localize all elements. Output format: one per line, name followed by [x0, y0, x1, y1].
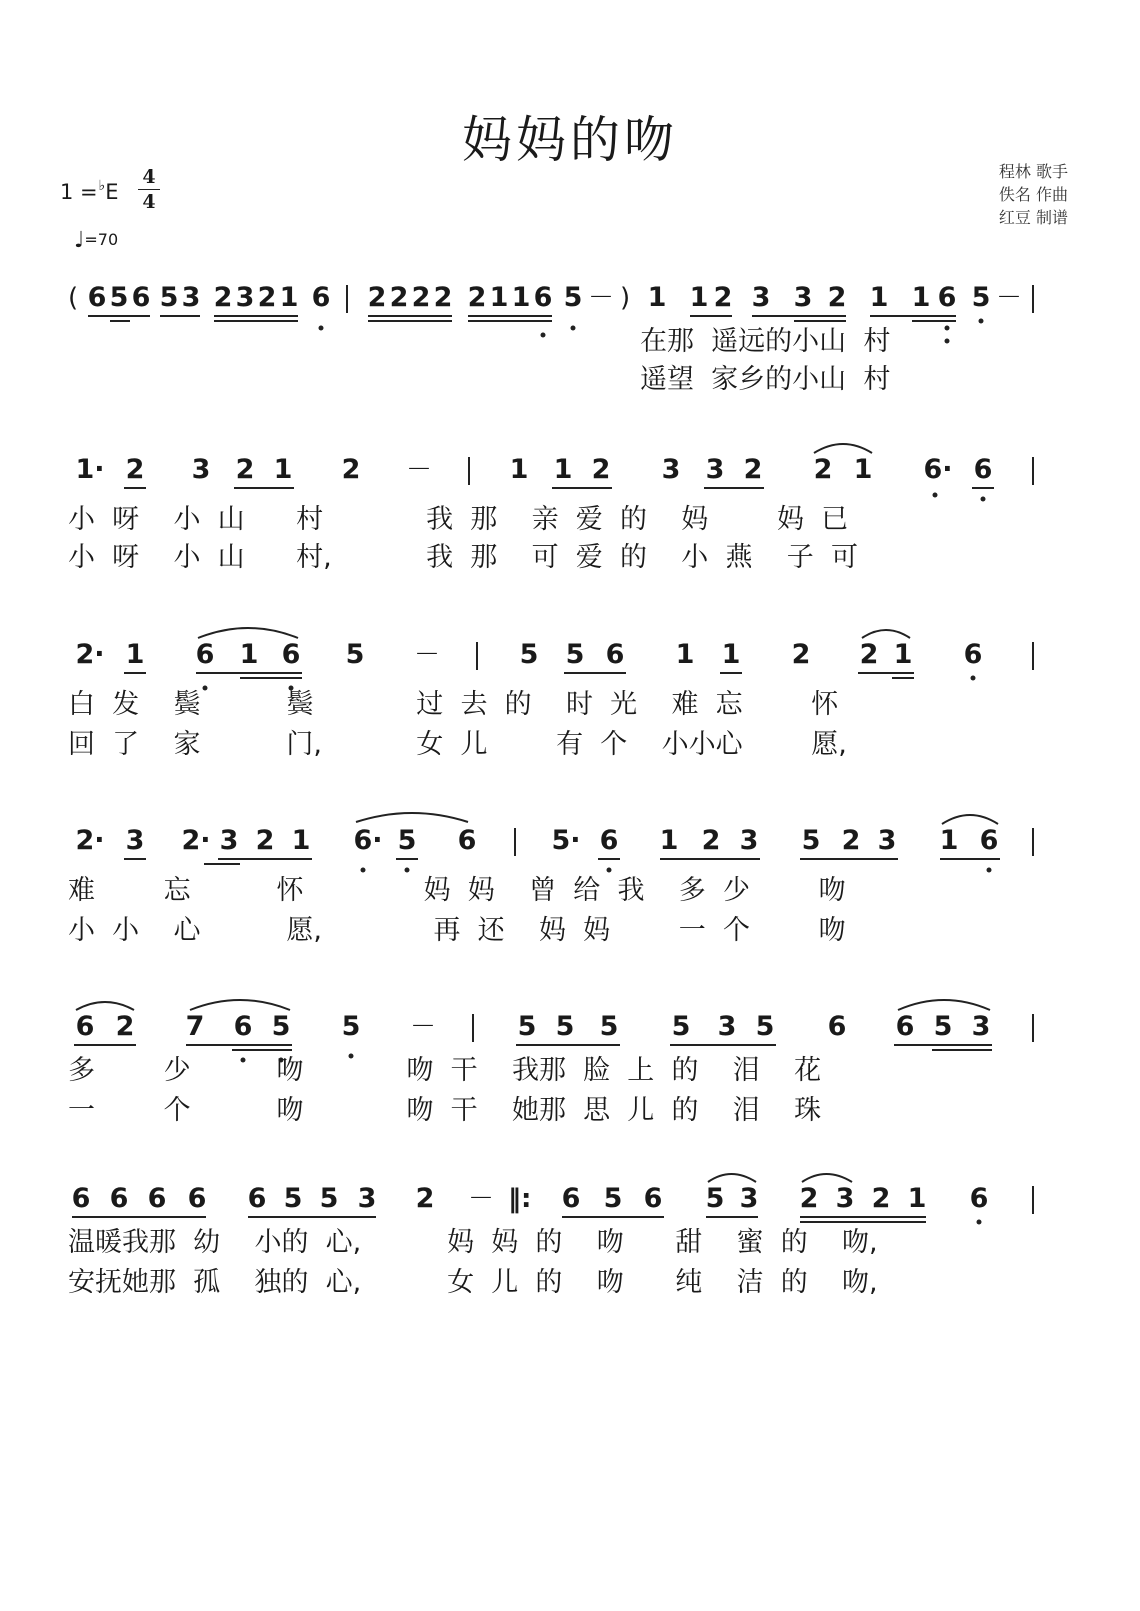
note: 2	[411, 282, 431, 313]
note: 5	[283, 1183, 303, 1214]
note: 2	[467, 282, 487, 313]
note: 2	[591, 454, 611, 485]
note: 2	[743, 454, 763, 485]
lyric-verse-2: 遥望 家乡的小山 村	[640, 364, 891, 395]
tempo-marking	[74, 228, 118, 253]
lyric-verse-1: 温暖我那 幼 小的 心, 妈 妈 的 吻 甜 蜜 的 吻,	[68, 1227, 878, 1258]
dash: －	[410, 1012, 437, 1042]
note: 2	[859, 639, 879, 670]
note: 5	[671, 1011, 691, 1042]
note: 1	[939, 825, 959, 856]
note: 1	[689, 282, 709, 313]
note: 6	[969, 1183, 989, 1214]
composer-credit: 佚名 作曲	[998, 185, 1068, 204]
note: 1	[553, 454, 573, 485]
note: 5	[603, 1183, 623, 1214]
note: 6	[979, 825, 999, 856]
lyric-verse-1: 小 呀 小 山 村 我 那 亲 爱 的 妈 妈 已	[68, 504, 849, 535]
note: 2	[799, 1183, 819, 1214]
note: 5	[109, 282, 129, 313]
note: 3	[793, 282, 813, 313]
lyric-verse-2: 小 小 心 愿, 再 还 妈 妈 一 个 吻	[68, 915, 846, 946]
lyric-verse-2: 回 了 家 门, 女 儿 有 个 小小心 愿,	[68, 729, 847, 760]
note: 6	[937, 282, 957, 313]
note: 5	[159, 282, 179, 313]
note: 6	[963, 639, 983, 670]
note: 2	[415, 1183, 435, 1214]
note: 6	[605, 639, 625, 670]
note: 2	[213, 282, 233, 313]
lyric-verse-2: 小 呀 小 山 村, 我 那 可 爱 的 小 燕 子 可	[68, 542, 858, 573]
note: 7	[185, 1011, 205, 1042]
song-title: 妈妈的吻	[462, 111, 678, 169]
note: 6	[457, 825, 477, 856]
note: 6	[533, 282, 553, 313]
note: 5	[341, 1011, 361, 1042]
note: 1	[509, 454, 529, 485]
transcriber-credit: 红豆 制谱	[998, 208, 1068, 227]
note: 3	[219, 825, 239, 856]
note: 6	[643, 1183, 663, 1214]
note: 2	[125, 454, 145, 485]
note: 3	[739, 825, 759, 856]
note: 2	[115, 1011, 135, 1042]
time-signature	[138, 166, 160, 213]
note: 6	[75, 1011, 95, 1042]
note: 6	[71, 1183, 91, 1214]
open-paren: (	[68, 283, 79, 313]
score-line-2	[0, 455, 1140, 585]
note: 2	[235, 454, 255, 485]
credits-block	[999, 160, 1068, 229]
note: 5	[933, 1011, 953, 1042]
note: 1	[125, 639, 145, 670]
note: 1	[853, 454, 873, 485]
time-signature-bottom: 4	[142, 191, 156, 213]
lyric-verse-2: 安抚她那 孤 独的 心, 女 儿 的 吻 纯 洁 的 吻,	[68, 1267, 878, 1298]
note: 5	[755, 1011, 775, 1042]
note: 6	[973, 454, 993, 485]
dash: －	[406, 455, 433, 485]
note: 6	[147, 1183, 167, 1214]
key-signature	[60, 178, 119, 204]
note: 1	[721, 639, 741, 670]
lyric-verse-2: 一 个 吻 吻 干 她那 思 儿 的 泪 珠	[68, 1095, 822, 1126]
note: 1	[291, 825, 311, 856]
note: 2	[255, 825, 275, 856]
note: 2	[341, 454, 361, 485]
dash: －	[414, 640, 441, 670]
note: 5	[563, 282, 583, 313]
key-note: E	[105, 180, 119, 204]
note: 6	[131, 282, 151, 313]
note: 1	[675, 639, 695, 670]
note: 1	[279, 282, 299, 313]
note: 6	[187, 1183, 207, 1214]
note: 3	[661, 454, 681, 485]
score-line-3	[0, 640, 1140, 770]
note: 1	[239, 639, 259, 670]
beam-marks	[0, 283, 1140, 413]
note: 6	[599, 825, 619, 856]
note: 2·	[181, 825, 211, 856]
note: 3	[235, 282, 255, 313]
note: 6	[311, 282, 331, 313]
note: 1	[869, 282, 889, 313]
note: 5	[271, 1011, 291, 1042]
note: 2	[841, 825, 861, 856]
lyric-verse-1: 在那 遥远的小山 村	[640, 326, 891, 357]
note: 5	[345, 639, 365, 670]
note: 6	[233, 1011, 253, 1042]
repeat-start-sign: ‖:	[508, 1184, 532, 1214]
note: 5·	[551, 825, 581, 856]
note: 2	[791, 639, 811, 670]
note: 1	[893, 639, 913, 670]
note: 2	[367, 282, 387, 313]
score-line-5	[0, 1012, 1140, 1142]
note: 3	[191, 454, 211, 485]
note: 1	[911, 282, 931, 313]
note: 6·	[923, 454, 953, 485]
note: 5	[971, 282, 991, 313]
note: 3	[717, 1011, 737, 1042]
note: 3	[877, 825, 897, 856]
note: 1	[659, 825, 679, 856]
note: 3	[835, 1183, 855, 1214]
note: 3	[751, 282, 771, 313]
dash: －	[588, 283, 615, 313]
note: 2	[871, 1183, 891, 1214]
flat-sign: ♭	[98, 178, 106, 194]
dash: －	[468, 1184, 495, 1214]
note: 1·	[75, 454, 105, 485]
lyric-verse-1: 难 忘 怀 妈 妈 曾 给 我 多 少 吻	[68, 875, 846, 906]
note: 5	[705, 1183, 725, 1214]
score-line-1	[0, 283, 1140, 413]
note: 6	[247, 1183, 267, 1214]
note: 1	[907, 1183, 927, 1214]
note: 1	[489, 282, 509, 313]
note: 6	[195, 639, 215, 670]
note: 2	[433, 282, 453, 313]
note: 3	[357, 1183, 377, 1214]
note: 1	[273, 454, 293, 485]
note: 2	[257, 282, 277, 313]
note: 5	[801, 825, 821, 856]
note: 6	[895, 1011, 915, 1042]
key-prefix: 1 =	[60, 180, 98, 204]
note: 6	[109, 1183, 129, 1214]
close-paren: )	[620, 283, 631, 313]
note: 2	[713, 282, 733, 313]
note: 2	[701, 825, 721, 856]
dash: －	[996, 283, 1023, 313]
note: 1	[511, 282, 531, 313]
note: 1	[647, 282, 667, 313]
note: 6	[561, 1183, 581, 1214]
note: 2·	[75, 825, 105, 856]
note: 6·	[353, 825, 383, 856]
note: 2	[827, 282, 847, 313]
score-line-4	[0, 826, 1140, 956]
time-signature-top: 4	[142, 166, 156, 188]
note: 3	[739, 1183, 759, 1214]
score-line-6	[0, 1184, 1140, 1314]
note: 6	[87, 282, 107, 313]
note: 3	[181, 282, 201, 313]
note: 5	[519, 639, 539, 670]
note: 6	[281, 639, 301, 670]
note: 2	[389, 282, 409, 313]
note: 5	[319, 1183, 339, 1214]
note: 5	[565, 639, 585, 670]
tempo-value: =70	[84, 230, 119, 249]
note: 6	[827, 1011, 847, 1042]
note: 5	[599, 1011, 619, 1042]
note: 2	[813, 454, 833, 485]
note: 5	[397, 825, 417, 856]
note: 5	[517, 1011, 537, 1042]
note: 3	[971, 1011, 991, 1042]
singer-credit: 程林 歌手	[998, 162, 1068, 181]
note: 5	[555, 1011, 575, 1042]
lyric-verse-1: 多 少 吻 吻 干 我那 脸 上 的 泪 花	[68, 1055, 822, 1086]
note: 3	[125, 825, 145, 856]
note: 3	[705, 454, 725, 485]
quarter-note-icon: ♩	[74, 228, 85, 253]
lyric-verse-1: 白 发 鬓 鬓 过 去 的 时 光 难 忘 怀	[68, 689, 839, 720]
note: 2·	[75, 639, 105, 670]
